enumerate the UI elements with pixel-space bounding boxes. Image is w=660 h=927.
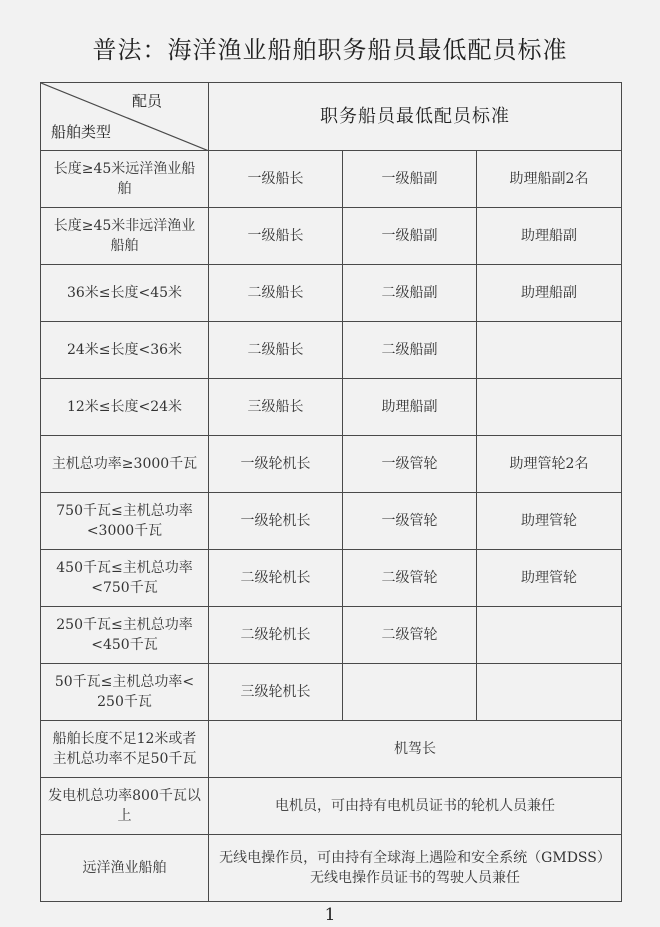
table-header-row [41, 83, 622, 151]
mate-rank-cell: 二级管轮 [343, 607, 477, 664]
header-ship-type-label: 船舶类型 [51, 123, 112, 141]
ship-type-cell: 12米≤长度<24米 [41, 379, 209, 436]
ship-type-cell: 750千瓦≤主机总功率<3000千瓦 [41, 493, 209, 550]
table-row [41, 151, 622, 208]
captain-rank-cell: 一级船长 [209, 151, 343, 208]
table-row [41, 265, 622, 322]
table-row [41, 436, 622, 493]
ship-type-cell: 船舶长度不足12米或者主机总功率不足50千瓦 [41, 721, 209, 778]
captain-rank-cell: 三级船长 [209, 379, 343, 436]
merged-requirement-cell: 电机员，可由持有电机员证书的轮机人员兼任 [209, 778, 622, 835]
mate-rank-cell: 一级管轮 [343, 436, 477, 493]
table-span-row [41, 778, 622, 835]
ship-type-cell: 250千瓦≤主机总功率<450千瓦 [41, 607, 209, 664]
page-number: 1 [324, 905, 336, 925]
ship-type-cell: 发电机总功率800千瓦以上 [41, 778, 209, 835]
crew-standards-table [40, 82, 622, 902]
header-standards-label: 职务船员最低配员标准 [209, 83, 622, 151]
merged-requirement-cell: 无线电操作员，可由持有全球海上遇险和安全系统（GMDSS）无线电操作员证书的驾驶人员兼任 [209, 835, 622, 902]
table-row [41, 664, 622, 721]
assistant-rank-cell: 助理船副2名 [477, 151, 622, 208]
mate-rank-cell: 二级船副 [343, 265, 477, 322]
mate-rank-cell: 一级船副 [343, 151, 477, 208]
ship-type-cell: 长度≥45米远洋渔业船舶 [41, 151, 209, 208]
assistant-rank-cell [477, 607, 622, 664]
table-span-row [41, 835, 622, 902]
table-row [41, 493, 622, 550]
merged-requirement-cell: 机驾长 [209, 721, 622, 778]
assistant-rank-cell: 助理管轮 [477, 550, 622, 607]
mate-rank-cell: 二级管轮 [343, 550, 477, 607]
table-row [41, 379, 622, 436]
assistant-rank-cell [477, 664, 622, 721]
ship-type-cell: 36米≤长度<45米 [41, 265, 209, 322]
captain-rank-cell: 一级轮机长 [209, 493, 343, 550]
table-row [41, 550, 622, 607]
captain-rank-cell: 一级轮机长 [209, 436, 343, 493]
ship-type-cell: 主机总功率≥3000千瓦 [41, 436, 209, 493]
mate-rank-cell [343, 664, 477, 721]
assistant-rank-cell: 助理船副 [477, 208, 622, 265]
mate-rank-cell: 一级管轮 [343, 493, 477, 550]
ship-type-cell: 450千瓦≤主机总功率<750千瓦 [41, 550, 209, 607]
captain-rank-cell: 二级船长 [209, 322, 343, 379]
captain-rank-cell: 二级轮机长 [209, 550, 343, 607]
captain-rank-cell: 二级轮机长 [209, 607, 343, 664]
ship-type-cell: 24米≤长度<36米 [41, 322, 209, 379]
assistant-rank-cell: 助理管轮2名 [477, 436, 622, 493]
captain-rank-cell: 一级船长 [209, 208, 343, 265]
ship-type-cell: 50千瓦≤主机总功率< 250千瓦 [41, 664, 209, 721]
mate-rank-cell: 二级船副 [343, 322, 477, 379]
diagonal-header-cell [41, 83, 209, 151]
header-crew-label: 配员 [131, 92, 162, 110]
mate-rank-cell: 助理船副 [343, 379, 477, 436]
assistant-rank-cell [477, 379, 622, 436]
mate-rank-cell: 一级船副 [343, 208, 477, 265]
ship-type-cell: 长度≥45米非远洋渔业船舶 [41, 208, 209, 265]
captain-rank-cell: 二级船长 [209, 265, 343, 322]
table-row [41, 208, 622, 265]
ship-type-cell: 远洋渔业船舶 [41, 835, 209, 902]
assistant-rank-cell [477, 322, 622, 379]
captain-rank-cell: 三级轮机长 [209, 664, 343, 721]
table-row [41, 322, 622, 379]
assistant-rank-cell: 助理船副 [477, 265, 622, 322]
table-span-row [41, 721, 622, 778]
document-title: 普法：海洋渔业船舶职务船员最低配员标准 [92, 36, 568, 64]
table-row [41, 607, 622, 664]
assistant-rank-cell: 助理管轮 [477, 493, 622, 550]
